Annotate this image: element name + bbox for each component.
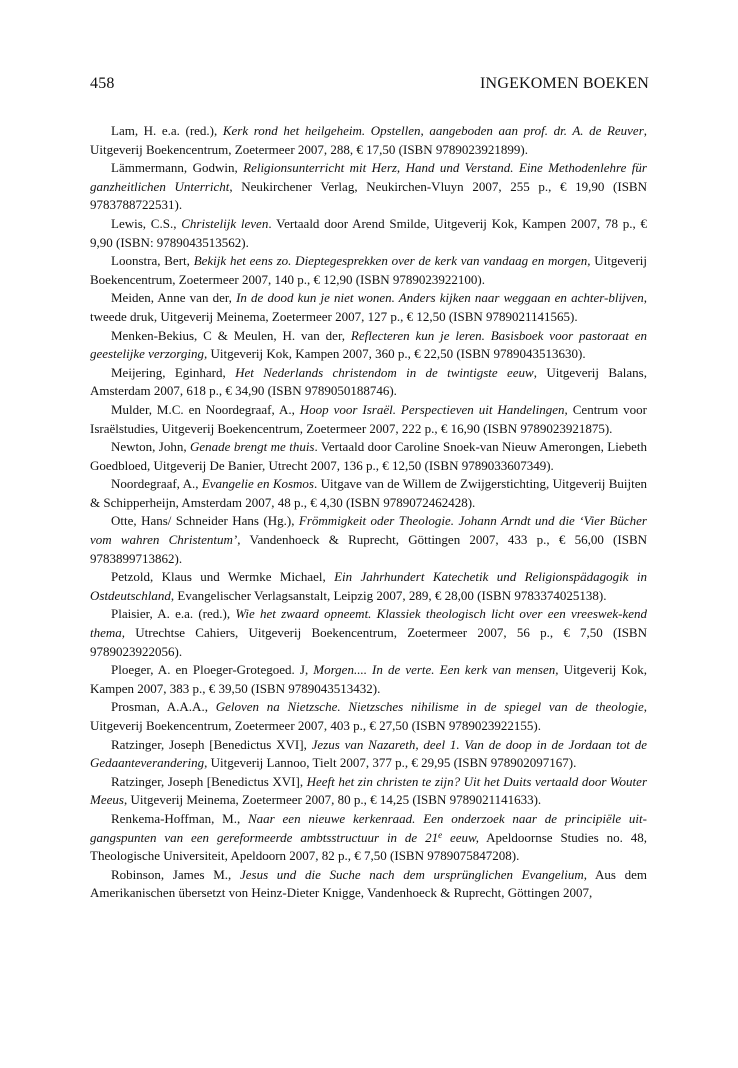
book-entry [90, 475, 647, 512]
entry-author: Lämmermann, Godwin, [111, 160, 244, 176]
entry-author: Menken-Bekius, C & Meulen, H. van der, [111, 327, 351, 343]
entry-author: Prosman, A.A.A., [111, 699, 216, 715]
book-entry [90, 661, 647, 698]
entry-publication: Apeldoornse Studies no. 48, Theologische Universiteit, Apeldoorn 2007, 82 p., € 7,50 (ISBN 9789075847208). [90, 829, 647, 864]
entry-author: Lewis, C.S., [111, 215, 182, 231]
entry-author: Meijering, Eginhard, [111, 364, 236, 380]
book-entry [90, 122, 647, 159]
entry-author: Plaisier, A. e.a. (red.), [111, 606, 236, 622]
book-entry [90, 568, 647, 605]
entry-publication: . Vertaald door Arend Smilde, Uitgeverij Kok, Kampen 2007, 78 p., € 9,90 (ISBN: 9789043513562). [90, 215, 648, 250]
entry-title: In de dood kun je niet wonen. Anders kijken naar weggaan en achter-blijven [236, 290, 644, 306]
book-entry [90, 866, 647, 903]
ordinal-superscript: e [438, 829, 443, 840]
entry-title: Jesus und die Suche nach dem ursprünglichen Evangelium [239, 866, 584, 882]
running-header [90, 75, 649, 93]
book-entry [90, 438, 647, 475]
entry-publication: , Evangelischer Verlagsanstalt, Leipzig 2007, 289, € 28,00 (ISBN 9783374025138). [170, 587, 607, 603]
book-entry [90, 327, 647, 364]
entry-title: Christelijk leven [181, 215, 269, 231]
entry-author: Meiden, Anne van der, [111, 290, 237, 306]
entry-author: Mulder, M.C. en Noordegraaf, A., [111, 401, 300, 417]
entry-title: Heeft het zin christen te zijn? Uit het Duits vertaald door Wouter Meeus [90, 773, 648, 808]
book-entry [90, 215, 647, 252]
entry-author: Lam, H. e.a. (red.), [111, 123, 223, 138]
entry-title: Het Nederlands christendom in de twintigste eeuw [235, 364, 534, 380]
entry-title: Geloven na Nietzsche. Nietzsches nihilisme in de spiegel van de theologie [215, 699, 644, 715]
book-entry [90, 512, 647, 568]
book-entry [90, 289, 647, 326]
entry-title: Bekijk het eens zo. Dieptegesprekken over de kerk van vandaag en morgen, [193, 253, 591, 269]
entry-publication: , Aus dem Amerikanischen übersetzt von Heinz-Dieter Knigge, Vandenhoeck & Ruprecht, Göttingen 2007, [90, 866, 648, 901]
book-entry [90, 401, 647, 438]
entry-title: Jezus van Nazareth, deel 1. Van de doop in de Jordaan tot de Gedaanteverandering [90, 736, 647, 771]
book-entry [90, 773, 647, 810]
entry-publication: . Uitgave van de Willem de Zwijgerstichting, Uitgeverij Buijten & Schipperheijn, Amsterdam 2007, 48 p., € 4,30 (ISBN 9789072462428). [90, 476, 648, 510]
entry-title: Religionsunterricht mit Herz, Hand und Verstand. Eine Methodenlehre für ganzheitlichen Unterricht [90, 160, 647, 194]
entry-publication: Centrum voor Israëlstudies, Uitgeverij Boekencentrum, Zoetermeer 2007, 222 p., € 16,90 (ISBN 9789023921875). [90, 401, 648, 436]
entry-title: Kerk rond het heilgeheim. Opstellen, aangeboden aan prof. dr. A. de Reuver [222, 123, 644, 138]
entry-title: Evangelie en Kosmos [201, 476, 314, 492]
entry-title: Frömmigkeit oder Theologie. Johann Arndt und die ‘Vier Bücher vom wahren Christentum’ [90, 513, 647, 548]
entry-publication: , Uitgeverij Boekencentrum, Zoetermeer 2007, 403 p., € 27,50 (ISBN 9789023922155). [90, 699, 647, 733]
book-entry [90, 605, 647, 661]
entry-author: Loonstra, Bert, [111, 253, 194, 269]
entry-title-part: Naar een nieuwe kerkenraad. Een onderzoek naar de principiële uit-gangspunten van een gereformeerde ambtsstructuur in de 21 [90, 810, 647, 845]
entry-title: Genade brengt me thuis [190, 439, 315, 455]
entry-author: Robinson, James M., [111, 866, 240, 882]
entry-author: Otte, Hans/ Schneider Hans (Hg.), [111, 513, 299, 529]
entry-author: Noordegraaf, A., [111, 476, 202, 492]
entry-author: Petzold, Klaus und Wermke Michael, [111, 569, 335, 585]
entry-author: Ploeger, A. en Ploeger-Grotegoed. J, [111, 662, 314, 678]
entry-title: Morgen.... In de verte. Een kerk van mensen, [313, 662, 559, 678]
entry-publication: Uitgeverij Kok, Kampen 2007, 383 p., € 39,50 (ISBN 9789043513432). [90, 662, 648, 696]
book-entry [90, 698, 647, 735]
entry-publication: , Neukirchener Verlag, Neukirchen-Vluyn 2007, 255 p., € 19,90 (ISBN 9783788722531). [90, 178, 647, 213]
entry-publication: , Uitgeverij Lannoo, Tielt 2007, 377 p., € 29,95 (ISBN 978902097167). [204, 755, 577, 771]
entry-publication: , Uitgeverij Balans, Amsterdam 2007, 618 p., € 34,90 (ISBN 9789050188746). [90, 364, 647, 399]
entry-title: Hoop voor Israël. Perspectieven uit Handelingen, [299, 401, 568, 417]
entry-publication: , Vandenhoeck & Ruprecht, Göttingen 2007, 433 p., € 56,00 (ISBN 9783899713862). [90, 532, 647, 566]
book-entry [90, 364, 647, 401]
entry-title: Ein Jahrhundert Katechetik und Religionspädagogik in Ostdeutschland [90, 569, 647, 603]
entry-publication: Uitgeverij Kok, Kampen 2007, 360 p., € 22,50 (ISBN 9789043513630). [207, 346, 586, 362]
entry-author: Newton, John, [111, 439, 190, 455]
entry-author: Renkema-Hoffman, M., [111, 810, 249, 826]
book-entry [90, 159, 647, 215]
page-number: 458 [90, 75, 115, 92]
entry-publication: , Uitgeverij Boekencentrum, Zoetermeer 2007, 288, € 17,50 (ISBN 9789023921899). [90, 123, 648, 157]
book-entry [90, 736, 647, 773]
entry-author: Ratzinger, Joseph [Benedictus XVI], [111, 736, 312, 752]
entry-title-part: eeuw, [442, 829, 479, 845]
entry-author: Ratzinger, Joseph [Benedictus XVI], [111, 773, 307, 789]
entry-title: Wie het zwaard opneemt. Klassiek theologisch licht over een vreeswek-kend thema, [90, 606, 647, 641]
book-entry [90, 810, 647, 866]
book-list [90, 122, 647, 903]
book-entry [90, 252, 647, 289]
section-title: INGEKOMEN BOEKEN [480, 75, 649, 92]
entry-publication: Uitgeverij Boekencentrum, Zoetermeer 2007, 140 p., € 12,90 (ISBN 9789023922100). [90, 253, 647, 287]
entry-publication: , Uitgeverij Meinema, Zoetermeer 2007, 80 p., € 14,25 (ISBN 9789021141633). [123, 792, 542, 808]
entry-publication: , tweede druk, Uitgeverij Meinema, Zoetermeer 2007, 127 p., € 12,50 (ISBN 9789021141565). [90, 290, 647, 324]
entry-publication: Utrechtse Cahiers, Uitgeverij Boekencentrum, Zoetermeer 2007, 56 p., € 7,50 (ISBN 9789023922056). [90, 625, 647, 659]
entry-title: Reflecteren kun je leren. Basisboek voor pastoraat en geestelijke verzorging, [90, 327, 647, 362]
entry-publication: . Vertaald door Caroline Snoek-van Nieuw Amerongen, Liebeth Goedbloed, Uitgeverij De Banier, Utrecht 2007, 136 p., € 12,50 (ISBN 9789033607349). [90, 439, 647, 473]
